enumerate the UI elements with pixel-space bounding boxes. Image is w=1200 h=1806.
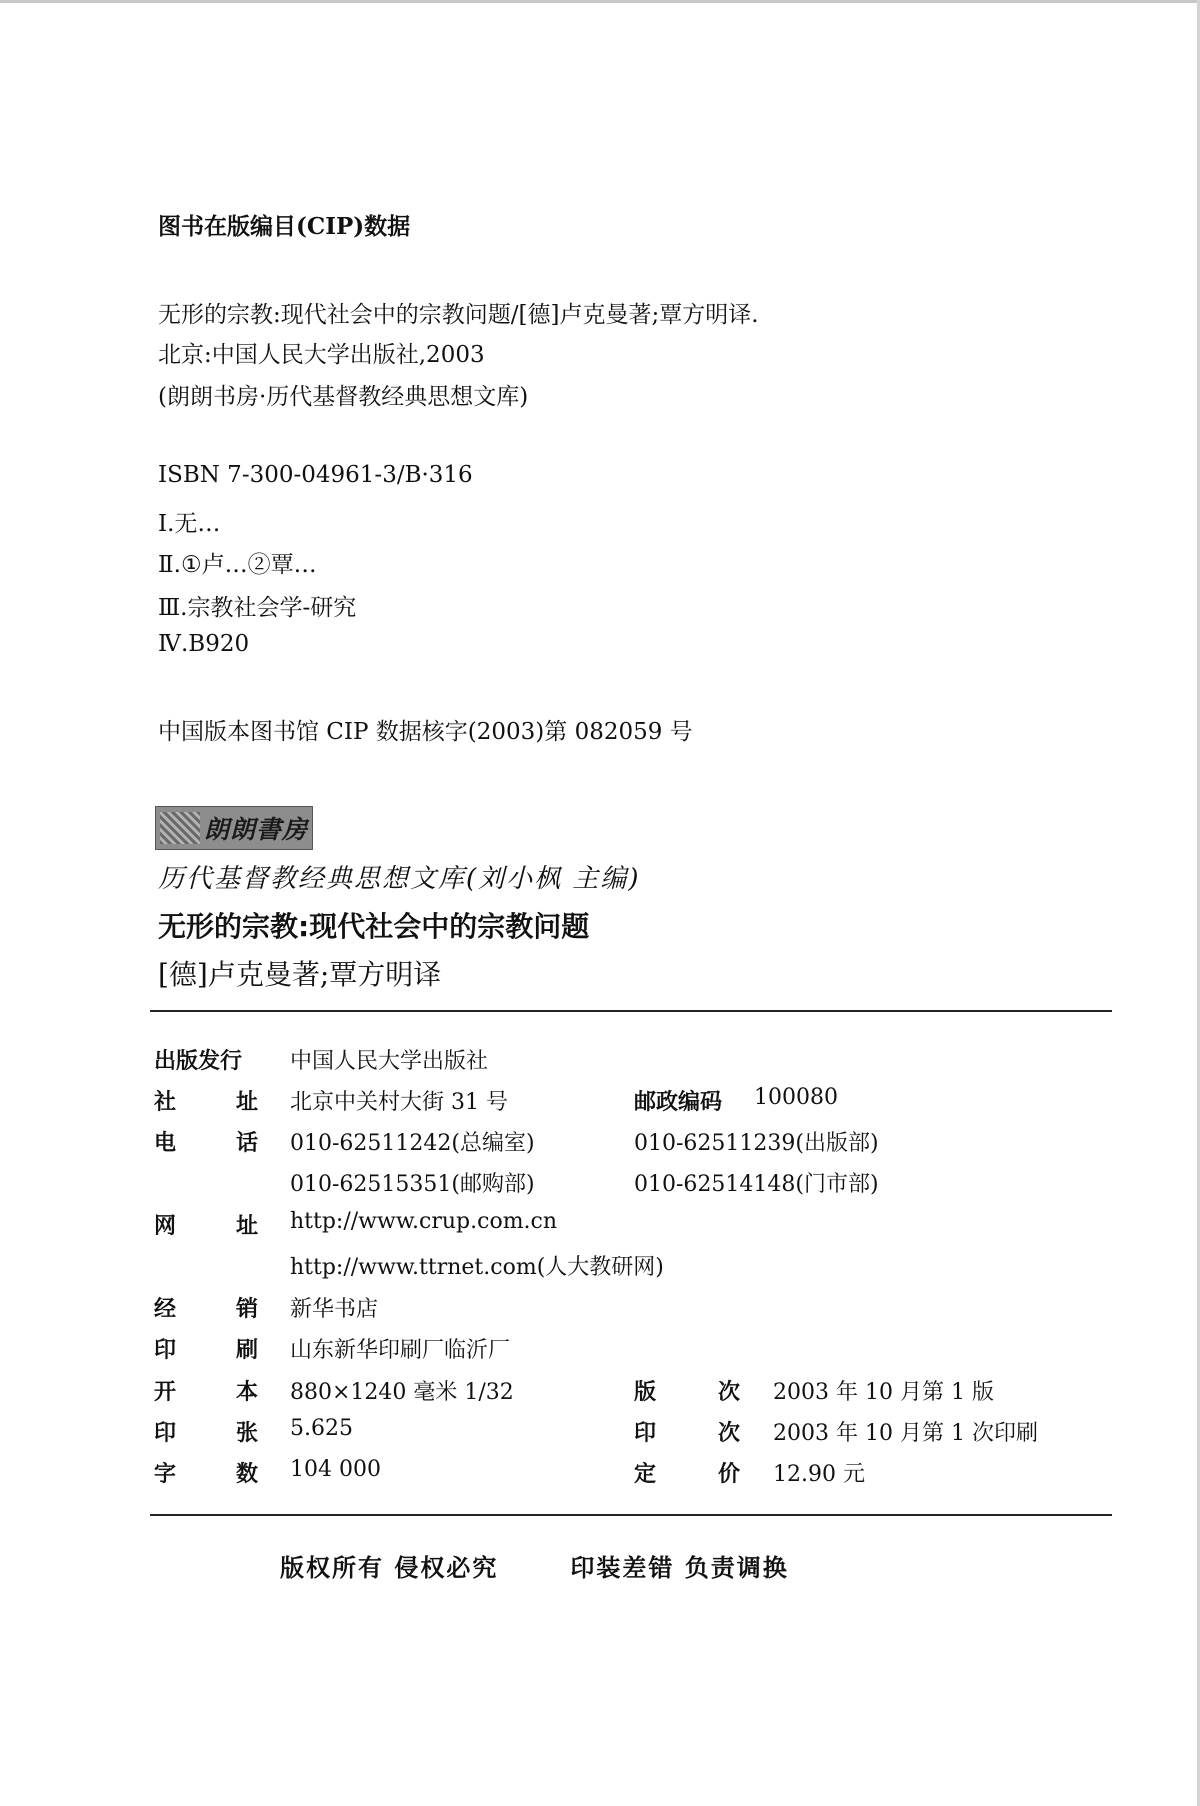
cip-index-3: Ⅲ.宗教社会学-研究: [158, 595, 357, 621]
address-label-1: 社: [154, 1090, 177, 1115]
format-label-1: 开: [154, 1380, 177, 1405]
phone-retail: 010-62514148(门市部): [634, 1172, 879, 1197]
distributor-label-2: 销: [236, 1297, 259, 1322]
cip-title-line: 无形的宗教:现代社会中的宗教问题/[德]卢克曼著;覃方明译.: [158, 302, 759, 328]
publisher-value: 中国人民大学出版社: [290, 1049, 489, 1074]
price-value: 12.90 元: [773, 1462, 865, 1487]
format-value: 880×1240 毫米 1/32: [290, 1380, 514, 1405]
sheets-value: 5.625: [290, 1416, 353, 1441]
word-count-value: 104 000: [290, 1457, 381, 1482]
phone-mail-order: 010-62515351(邮购部): [290, 1172, 535, 1197]
edition-label-1: 版: [634, 1380, 657, 1405]
publisher-logo: [155, 806, 313, 850]
distributor-value: 新华书店: [290, 1297, 379, 1322]
errata-notice: 印装差错 负责调换: [570, 1554, 789, 1582]
publisher-label: 出版发行: [154, 1049, 243, 1074]
book-authors: [德]卢克曼著;覃方明译: [158, 958, 442, 991]
divider-top: [150, 1010, 1112, 1012]
printer-label-1: 印: [154, 1338, 177, 1363]
postcode-label: 邮政编码: [634, 1090, 723, 1115]
printer-label-2: 刷: [236, 1338, 259, 1363]
sheets-label-1: 印: [154, 1421, 177, 1446]
postcode-value: 100080: [754, 1085, 838, 1110]
sheets-label-2: 张: [236, 1421, 259, 1446]
divider-bottom: [150, 1514, 1112, 1516]
price-label-2: 价: [718, 1462, 741, 1487]
distributor-label-1: 经: [154, 1297, 177, 1322]
impression-value: 2003 年 10 月第 1 次印刷: [773, 1421, 1038, 1446]
series-name: 历代基督教经典思想文库(刘小枫 主编): [158, 864, 641, 894]
edition-value: 2003 年 10 月第 1 版: [773, 1380, 994, 1405]
word-count-label-2: 数: [236, 1462, 259, 1487]
cip-index-2: Ⅱ.①卢…②覃…: [158, 552, 317, 578]
website-crup: http://www.crup.com.cn: [290, 1209, 558, 1234]
cip-index-1: Ⅰ.无…: [158, 511, 221, 537]
book-title: 无形的宗教:现代社会中的宗教问题: [158, 910, 590, 943]
phone-label-2: 话: [236, 1131, 259, 1156]
format-label-2: 本: [236, 1380, 259, 1405]
phone-label-1: 电: [154, 1131, 177, 1156]
impression-label-2: 次: [718, 1421, 741, 1446]
impression-label-1: 印: [634, 1421, 657, 1446]
cip-publisher-line: 北京:中国人民大学出版社,2003: [158, 342, 485, 368]
cip-series-line: (朗朗书房·历代基督教经典思想文库): [158, 384, 529, 410]
logo-text: 朗朗書房: [204, 815, 309, 844]
website-ttrnet: http://www.ttrnet.com(人大教研网): [290, 1255, 664, 1280]
phone-editorial: 010-62511242(总编室): [290, 1131, 535, 1156]
web-label-1: 网: [154, 1214, 177, 1239]
cip-heading: 图书在版编目(CIP)数据: [158, 213, 411, 240]
web-label-2: 址: [236, 1214, 259, 1239]
page-top-edge: [0, 0, 1200, 3]
cip-isbn: ISBN 7-300-04961-3/B·316: [158, 462, 473, 488]
printer-value: 山东新华印刷厂临沂厂: [290, 1338, 511, 1363]
address-value: 北京中关村大街 31 号: [290, 1090, 508, 1115]
phone-publishing: 010-62511239(出版部): [634, 1131, 879, 1156]
cip-index-4: Ⅳ.B920: [158, 631, 250, 657]
footer-notice: [280, 1548, 861, 1583]
price-label-1: 定: [634, 1462, 657, 1487]
copyright-notice: 版权所有 侵权必究: [280, 1554, 499, 1582]
cip-approval-number: 中国版本图书馆 CIP 数据核字(2003)第 082059 号: [158, 719, 693, 745]
word-count-label-1: 字: [154, 1462, 177, 1487]
address-label-2: 址: [236, 1090, 259, 1115]
edition-label-2: 次: [718, 1380, 741, 1405]
logo-seal-icon: [160, 812, 200, 844]
